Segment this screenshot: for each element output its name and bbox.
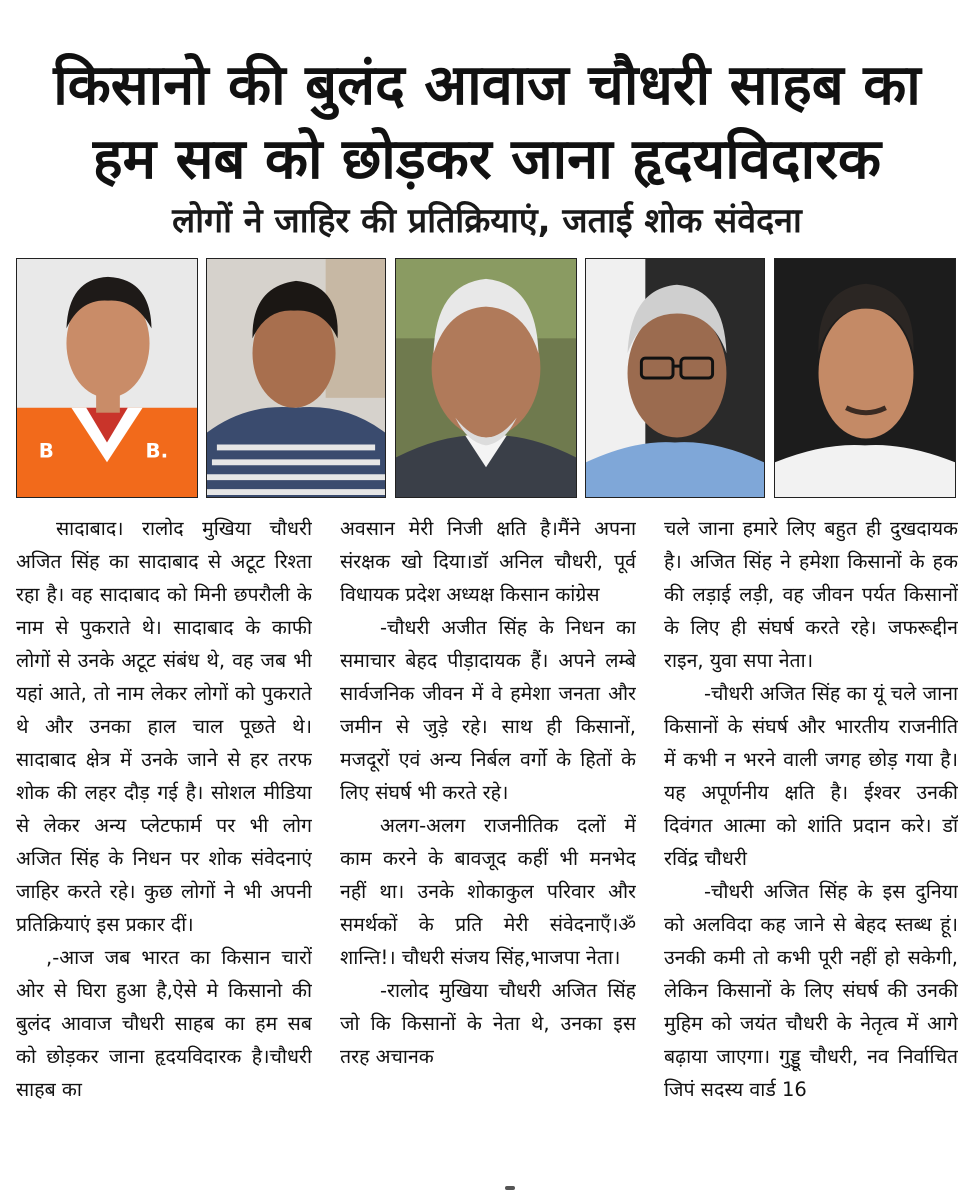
- headline-line-2: हम सब को छोड़कर जाना हृदयविदारक: [92, 127, 882, 192]
- paragraph: चले जाना हमारे लिए बहुत ही दुखदायक है। अजित सिंह ने हमेशा किसानों के हक की लड़ाई लड़ी, वह जीवन पर्यत किसानों के लिए ही संघर्ष करते रहे। जफरूद्दीन राइन, युवा सपा नेता।: [664, 517, 958, 672]
- portrait-icon: [775, 259, 955, 497]
- svg-text:B: B: [38, 439, 54, 463]
- portrait-icon: [207, 259, 385, 497]
- paragraph: सादाबाद। रालोद मुखिया चौधरी अजित सिंह का सादाबाद से अटूट रिश्ता रहा है। वह सादाबाद को मिनी छपरौली के नाम से पुकराते थे। सादाबाद के काफी लोगों से उनके अटूट संबंध थे, वह जब भी यहां आते, तो नाम लेकर लोगों को पुकराते थे और उनका हाल चाल पूछते थे। सादाबाद क्षेत्र में उनके जाने से हर तरफ शोक की लहर दौड़ गई है। सोशल मीडिया से लेकर अन्य प्लेटफार्म पर भी लोग अजित सिंह के निधन पर शोक संवेदनाएं जाहिर करते रहे। कुछ लोगों ने भी अपनी प्रतिक्रियाएं इस प्रकार दीं।: [16, 517, 312, 936]
- person-photo-1: [16, 258, 198, 498]
- article-column-3: [664, 512, 958, 1172]
- page-mark: [505, 1186, 515, 1190]
- paragraph: -रालोद मुखिया चौधरी अजित सिंह जो कि किसानों के नेता थे, उनका इस तरह अचानक: [340, 979, 636, 1068]
- person-photo-3: [395, 258, 577, 498]
- article-column-1: [16, 512, 312, 1172]
- paragraph: -चौधरी अजीत सिंह के निधन का समाचार बेहद पीड़ादायक हैं। अपने लम्बे सार्वजनिक जीवन में वे हमेशा जनता और जमीन से जुड़े रहे। साथ ही किसानों, मजदूरों एवं अन्य निर्बल वर्गो के हितों के लिए संघर्ष भी करते रहे।: [340, 616, 636, 804]
- paragraph: अलग-अलग राजनीतिक दलों में काम करने के बावजूद कहीं भी मनभेद नहीं था। उनके शोकाकुल परिवार और समर्थकों के प्रति मेरी संवेदनाएँ।ॐ शान्ति!। चौधरी संजय सिंह,भाजपा नेता।: [340, 814, 636, 969]
- portrait-icon: [396, 259, 576, 497]
- headline-line-1: किसानो की बुलंद आवाज चौधरी साहब का: [53, 53, 921, 118]
- article-column-2: [340, 512, 636, 1172]
- paragraph: -चौधरी अजित सिंह के इस दुनिया को अलविदा कह जाने से बेहद स्तब्ध हूं। उनकी कमी तो कभी पूरी नहीं हो सकेगी, लेकिन किसानों के लिए संघर्ष की उनकी मुहिम को जयंत चौधरी के नेतृत्व में आगे बढ़ाया जाएगा। गुड्डू चौधरी, नव निर्वाचित जिपं सदस्य वार्ड 16: [664, 880, 958, 1101]
- paragraph: ,-आज जब भारत का किसान चारों ओर से घिरा हुआ है,ऐसे मे किसानो की बुलंद आवाज चौधरी साहब का हम सब को छोड़कर जाना हृदयविदारक है।चौधरी साहब का: [16, 946, 312, 1101]
- portrait-icon: [17, 259, 197, 497]
- paragraph: अवसान मेरी निजी क्षति है।मैंने अपना संरक्षक खो दिया।डॉ अनिल चौधरी, पूर्व विधायक प्रदेश अध्यक्ष किसान कांग्रेस: [340, 517, 636, 606]
- person-photo-4: [585, 258, 765, 498]
- subheadline: लोगों ने जाहिर की प्रतिक्रियाएं, जताई शोक संवेदना: [172, 201, 802, 241]
- portrait-icon: [586, 259, 764, 497]
- person-photo-2: [206, 258, 386, 498]
- svg-text:B.: B.: [145, 439, 169, 463]
- paragraph: -चौधरी अजित सिंह का यूं चले जाना किसानों के संघर्ष और भारतीय राजनीति में कभी न भरने वाली जगह छोड़ गया है। यह अपूर्णनीय क्षति है। ईश्वर उनकी दिवंगत आत्मा को शांति प्रदान करे। डॉ रविंद्र चौधरी: [664, 682, 958, 870]
- person-photo-5: [774, 258, 956, 498]
